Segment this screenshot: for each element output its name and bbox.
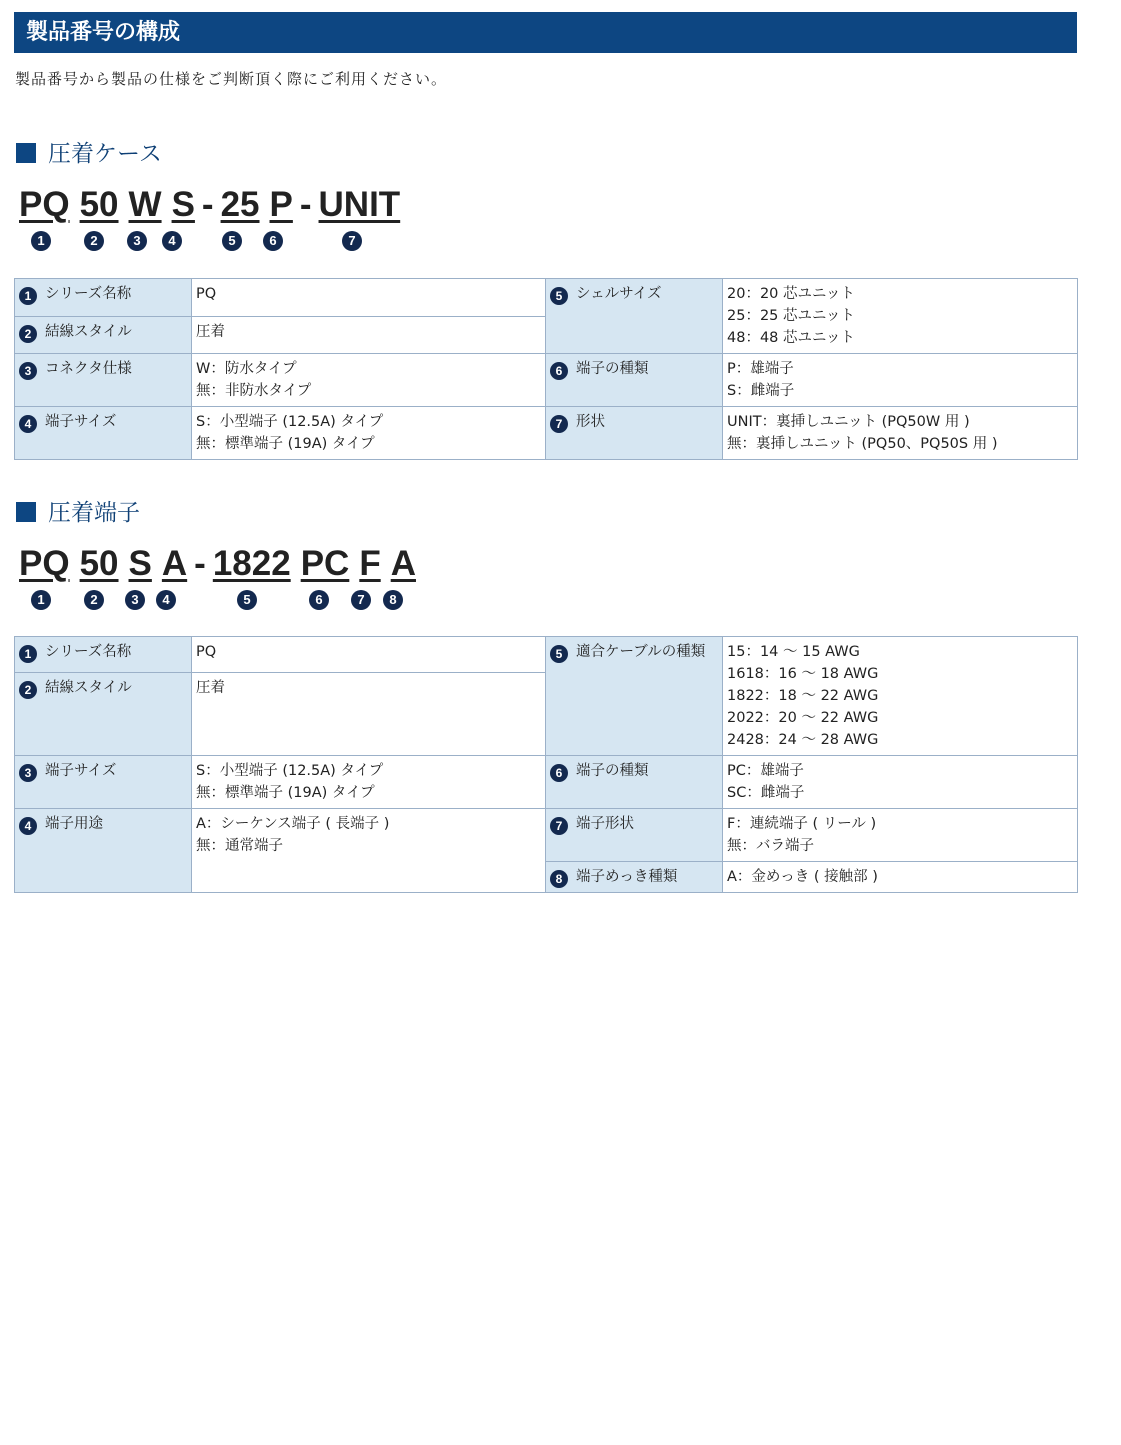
table-row [15, 637, 1078, 673]
spec-value-line: UNIT：裏挿しユニット (PQ50W 用 ) [727, 414, 970, 430]
code-segment: S [171, 185, 195, 224]
spec-label-cell [546, 279, 723, 354]
number-badge: 5 [550, 287, 568, 305]
number-badge: 6 [309, 590, 329, 610]
spec-value-cell [723, 279, 1078, 354]
part-number-code-terminal [19, 544, 416, 584]
spec-label-cell [546, 862, 723, 893]
spec-value-line: S：小型端子 (12.5A) タイプ [196, 763, 384, 779]
table-row [15, 407, 1078, 460]
square-bullet-icon [16, 502, 36, 522]
spec-value-cell [192, 354, 546, 407]
spec-value-cell [192, 673, 546, 756]
spec-value-line: A：金めっき ( 接触部 ) [727, 869, 878, 885]
spec-value-cell [723, 354, 1078, 407]
section-title-text: 圧着端子 [48, 500, 140, 526]
spec-label: 結線スタイル [45, 680, 132, 696]
spec-value-cell [723, 809, 1078, 862]
intro-text: 製品番号から製品の仕様をご判断頂く際にご利用ください。 [15, 70, 448, 88]
code-segment: A [390, 544, 416, 583]
spec-value-cell [192, 756, 546, 809]
spec-value-line: 無：バラ端子 [727, 838, 814, 854]
spec-label-cell [546, 809, 723, 862]
number-badge: 1 [19, 287, 37, 305]
number-badge: 6 [263, 231, 283, 251]
spec-value-line: 48：48 芯ユニット [727, 330, 855, 346]
code-segment: UNIT [318, 185, 401, 224]
spec-value-cell [192, 809, 546, 893]
spec-value: 圧着 [196, 324, 225, 340]
code-segment: A [161, 544, 188, 583]
number-badge: 3 [19, 362, 37, 380]
code-segment: PQ [19, 185, 70, 224]
spec-value: PQ [196, 286, 217, 302]
code-segment: 50 [79, 544, 119, 583]
spec-label-cell [15, 279, 192, 317]
spec-label-cell [546, 407, 723, 460]
spec-value-line: 2428：24 ～ 28 AWG [727, 732, 879, 748]
spec-label: 端子の種類 [576, 361, 649, 377]
spec-value-line: S：雌端子 [727, 383, 795, 399]
code-segment: F [359, 544, 381, 583]
spec-value-cell [723, 637, 1078, 756]
spec-label: 適合ケーブルの種類 [576, 644, 706, 660]
spec-label-cell [15, 637, 192, 673]
spec-value-line: 15：14 ～ 15 AWG [727, 644, 860, 660]
spec-value-line: 1822：18 ～ 22 AWG [727, 688, 879, 704]
spec-label-cell [546, 637, 723, 756]
number-badge: 1 [31, 231, 51, 251]
code-dash: - [299, 185, 312, 224]
page-title: 製品番号の構成 [26, 20, 181, 45]
spec-value-cell [192, 637, 546, 673]
spec-label-cell [546, 354, 723, 407]
table-row [15, 809, 1078, 862]
spec-value-line: A：シーケンス端子 ( 長端子 ) [196, 816, 390, 832]
code-segment: PC [300, 544, 350, 583]
number-badge: 4 [162, 231, 182, 251]
spec-value-cell [192, 279, 546, 317]
number-badge: 2 [19, 325, 37, 343]
number-badge: 7 [351, 590, 371, 610]
number-badge: 3 [127, 231, 147, 251]
spec-value-line: W：防水タイプ [196, 361, 297, 377]
spec-value-line: 無：標準端子 (19A) タイプ [196, 436, 375, 452]
spec-label: 端子サイズ [45, 763, 117, 779]
code-segment: 1822 [212, 544, 291, 583]
page-title-banner [14, 12, 1077, 53]
spec-table-terminal [14, 636, 1078, 893]
number-badge: 3 [19, 764, 37, 782]
spec-table-case [14, 278, 1078, 460]
number-badge: 2 [19, 681, 37, 699]
spec-label: 端子形状 [576, 816, 634, 832]
number-badge: 5 [550, 645, 568, 663]
number-badge: 7 [550, 817, 568, 835]
spec-value-line: 無：標準端子 (19A) タイプ [196, 785, 375, 801]
spec-value-line: F：連続端子 ( リール ) [727, 816, 877, 832]
spec-value-line: P：雄端子 [727, 361, 794, 377]
spec-label-cell [15, 756, 192, 809]
spec-value-line: 2022：20 ～ 22 AWG [727, 710, 879, 726]
spec-label: 端子の種類 [576, 763, 649, 779]
spec-label: コネクタ仕様 [45, 361, 132, 377]
code-segment: PQ [19, 544, 70, 583]
code-segment: 50 [79, 185, 119, 224]
spec-value: PQ [196, 644, 217, 660]
code-segment: W [128, 185, 162, 224]
spec-label: 結線スタイル [45, 324, 132, 340]
spec-value-line: 25：25 芯ユニット [727, 308, 855, 324]
number-badge: 5 [222, 231, 242, 251]
spec-label: 形状 [576, 414, 605, 430]
section-title-crimp-case [16, 135, 162, 168]
table-row [15, 354, 1078, 407]
spec-label-cell [15, 317, 192, 354]
number-badge: 6 [550, 362, 568, 380]
table-row [15, 756, 1078, 809]
number-badge: 7 [342, 231, 362, 251]
square-bullet-icon [16, 143, 36, 163]
code-segment: P [269, 185, 293, 224]
number-badge: 2 [84, 590, 104, 610]
spec-value-line: 無：通常端子 [196, 838, 283, 854]
spec-value-cell [723, 407, 1078, 460]
spec-label: シリーズ名称 [45, 644, 132, 660]
code-dash: - [194, 544, 206, 583]
spec-value-cell [723, 862, 1078, 893]
number-badge: 7 [550, 415, 568, 433]
number-badge: 4 [156, 590, 176, 610]
spec-value-cell [723, 756, 1078, 809]
table-row [15, 279, 1078, 317]
spec-label-cell [15, 673, 192, 756]
spec-label: 端子サイズ [45, 414, 117, 430]
spec-label-cell [546, 756, 723, 809]
code-dash: - [201, 185, 214, 224]
spec-value-line: PC：雄端子 [727, 763, 804, 779]
number-badge: 4 [19, 415, 37, 433]
spec-label-cell [15, 407, 192, 460]
number-badge: 6 [550, 764, 568, 782]
spec-value-line: 無：裏挿しユニット (PQ50、PQ50S 用 ) [727, 436, 998, 452]
spec-label-cell [15, 809, 192, 893]
section-title-text: 圧着ケース [48, 141, 162, 167]
number-badge: 3 [125, 590, 145, 610]
spec-label: シリーズ名称 [45, 286, 132, 302]
spec-value: 圧着 [196, 680, 225, 696]
spec-value-line: 1618：16 ～ 18 AWG [727, 666, 879, 682]
spec-value-line: S：小型端子 (12.5A) タイプ [196, 414, 384, 430]
spec-label: 端子めっき種類 [576, 869, 678, 885]
spec-label-cell [15, 354, 192, 407]
spec-value-line: 無：非防水タイプ [196, 383, 312, 399]
spec-value-line: SC：雌端子 [727, 785, 805, 801]
code-segment: 25 [220, 185, 260, 224]
number-badge: 2 [84, 231, 104, 251]
number-badge: 4 [19, 817, 37, 835]
spec-label: シェルサイズ [576, 286, 662, 302]
spec-value-cell [192, 317, 546, 354]
section-title-crimp-terminal [16, 494, 140, 527]
number-badge: 1 [19, 645, 37, 663]
number-badge: 5 [237, 590, 257, 610]
number-badge: 1 [31, 590, 51, 610]
spec-label: 端子用途 [45, 816, 103, 832]
spec-value-line: 20：20 芯ユニット [727, 286, 855, 302]
code-segment: S [128, 544, 152, 583]
part-number-code-case [19, 185, 400, 225]
number-badge: 8 [383, 590, 403, 610]
number-badge: 8 [550, 870, 568, 888]
spec-value-cell [192, 407, 546, 460]
